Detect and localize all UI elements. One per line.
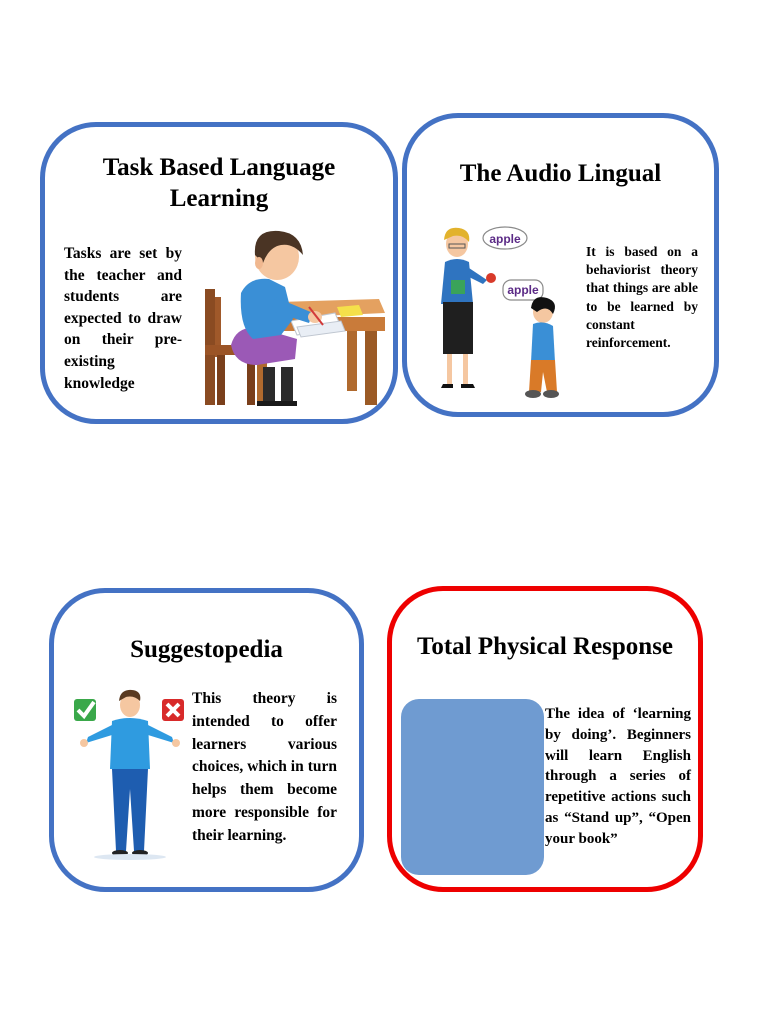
card-title: Total Physical Response [416, 633, 674, 660]
card-suggestopedia [49, 588, 364, 892]
card-description: Tasks are set by the teacher and students are expected to draw on their pre-existing knowledge [64, 245, 182, 392]
bubble-teacher-label: apple [489, 232, 521, 246]
card-title: Suggestopedia [130, 636, 283, 663]
bubble-student-label: apple [507, 283, 539, 297]
card-description: This theory is intended to offer learners various choices, which in turn helps them become more responsible for their learning. [192, 690, 337, 844]
card-audio-lingual [402, 113, 719, 417]
person-choosing-illustration [70, 685, 188, 863]
teacher-and-student-illustration [429, 222, 579, 400]
card-title-line-2: Learning [169, 184, 269, 212]
card-title [45, 153, 393, 214]
card-total-physical-response [387, 586, 703, 892]
card-task-based-language-learning [40, 122, 398, 424]
child-writing-illustration [197, 227, 387, 407]
card-title-line-1: Task Based Language [102, 154, 336, 181]
blue-image-placeholder [401, 699, 544, 875]
card-title: The Audio Lingual [459, 160, 662, 187]
card-description: The idea of ‘learning by doing’. Beginners will learn English through a series of repetitive actions such as “Stand up”, “Open your book” [545, 706, 691, 847]
card-description: It is based on a behaviorist theory that things are able to be learned by constant reinforcement. [586, 244, 698, 351]
